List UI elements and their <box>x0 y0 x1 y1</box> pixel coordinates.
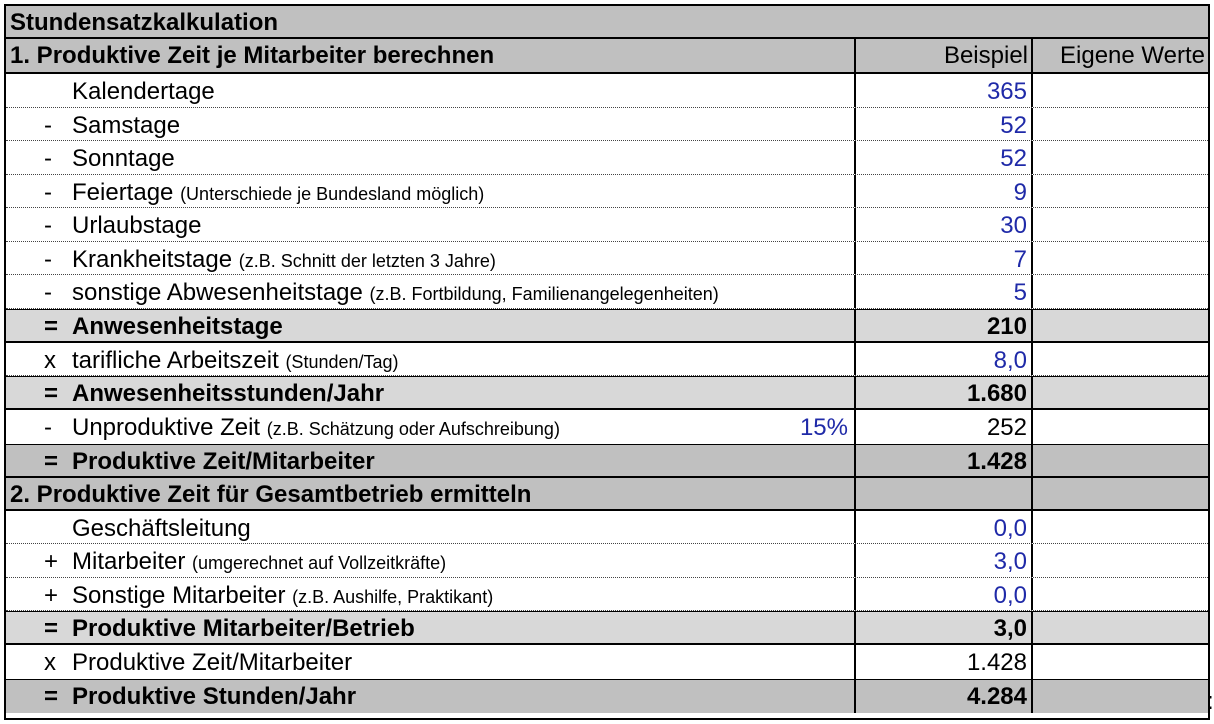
row-note: (umgerechnet auf Vollzeitkräfte) <box>192 553 447 573</box>
section1-header <box>6 39 1208 74</box>
row-label: Feiertage <box>72 178 174 206</box>
data-row-produktive-zeit-mitarbeiter: x Produktive Zeit/Mitarbeiter 1.428 <box>6 645 1208 679</box>
data-row <box>6 511 1208 545</box>
row-label: Produktive Zeit/Mitarbeiter <box>72 649 353 676</box>
row-label: tarifliche Arbeitszeit <box>72 346 279 374</box>
example-input-value[interactable]: 7 <box>1013 245 1027 273</box>
own-value-cell[interactable] <box>1033 208 1208 241</box>
row-note: (Unterschiede je Bundesland möglich) <box>180 183 485 204</box>
row-note: (Stunden/Tag) <box>285 351 399 372</box>
row-label: Urlaubstage <box>72 212 202 239</box>
total-row-anwesenheitstage: = Anwesenheitstage 210 <box>6 309 1208 343</box>
example-input-value[interactable]: 3,0 <box>993 548 1027 575</box>
column-header-example: Beispiel <box>943 42 1028 69</box>
row-label: Sonstige Mitarbeiter <box>72 581 286 609</box>
data-row-unproduktive-zeit: - Unproduktive Zeit (z.B. Schätzung oder Aufschreibung) 15% 252 <box>6 410 1208 444</box>
sheet-title: Stundensatzkalkulation <box>10 9 279 36</box>
example-input-value[interactable]: 5 <box>1013 279 1027 306</box>
data-row: - Samstage 52 <box>6 108 1208 142</box>
row-note: (z.B. Schätzung oder Aufschreibung) <box>266 419 560 439</box>
example-input-value[interactable]: 0,0 <box>993 581 1027 609</box>
own-value-cell[interactable] <box>1033 141 1208 174</box>
computed-value: 1.428 <box>966 649 1027 676</box>
example-input-value[interactable]: 0,0 <box>993 514 1027 542</box>
computed-value: 252 <box>986 414 1027 441</box>
row-label: Mitarbeiter <box>72 548 186 575</box>
total-label: Anwesenheitsstunden/Jahr <box>72 380 385 407</box>
stray-character: : <box>1207 688 1214 715</box>
data-row-arbeitszeit: x tarifliche Arbeitszeit (Stunden/Tag) 8,0 <box>6 343 1208 377</box>
own-value-cell[interactable] <box>1033 612 1208 643</box>
example-input-value[interactable]: 30 <box>1000 212 1027 239</box>
data-row: - sonstige Abwesenheitstage (z.B. Fortbildung, Familienangelegenheiten) 5 <box>6 275 1208 309</box>
total-label: Produktive Zeit/Mitarbeiter <box>72 447 375 475</box>
row-label: Geschäftsleitung <box>72 514 251 542</box>
example-input-value[interactable]: 365 <box>986 78 1027 105</box>
data-row <box>6 74 1208 108</box>
own-value-cell[interactable] <box>1033 645 1208 679</box>
row-label: Kalendertage <box>72 78 215 105</box>
row-label: Unproduktive Zeit <box>72 414 261 441</box>
own-value-cell[interactable] <box>1033 410 1208 444</box>
sheet-title-row <box>6 6 1208 39</box>
section2-title: 2. Produktive Zeit für Gesamtbetrieb ermitteln <box>10 480 532 508</box>
section2-header <box>6 478 1208 511</box>
data-row: - Feiertage (Unterschiede je Bundesland möglich) 9 <box>6 175 1208 209</box>
total-row-produktive-zeit: = Produktive Zeit/Mitarbeiter 1.428 <box>6 444 1208 478</box>
total-row-anwesenheitsstunden: = Anwesenheitsstunden/Jahr 1.680 <box>6 376 1208 410</box>
row-label: Sonntage <box>72 145 175 172</box>
row-note: (z.B. Fortbildung, Familienangelegenheiten) <box>369 284 719 304</box>
own-value-cell[interactable] <box>1033 108 1208 141</box>
row-label: sonstige Abwesenheitstage <box>72 279 363 306</box>
own-value-cell[interactable] <box>1033 275 1208 308</box>
row-note: (z.B. Aushilfe, Praktikant) <box>292 586 494 607</box>
example-input-value[interactable]: 52 <box>1000 145 1027 172</box>
own-value-cell[interactable] <box>1033 74 1208 107</box>
own-value-cell[interactable] <box>1033 310 1208 341</box>
data-row: - Sonntage 52 <box>6 141 1208 175</box>
total-value: 4.284 <box>966 682 1027 710</box>
section1-title: 1. Produktive Zeit je Mitarbeiter berechnen <box>10 42 495 69</box>
example-input-value[interactable]: 52 <box>1000 111 1027 139</box>
own-value-cell[interactable] <box>1033 445 1208 476</box>
total-row-produktive-stunden: = Produktive Stunden/Jahr 4.284 <box>6 679 1208 713</box>
example-input-value[interactable]: 8,0 <box>993 346 1027 374</box>
data-row: + Mitarbeiter (umgerechnet auf Vollzeitkräfte) 3,0 <box>6 544 1208 578</box>
row-label: Samstage <box>72 111 181 139</box>
own-value-cell[interactable] <box>1033 377 1208 408</box>
own-value-cell[interactable] <box>1033 343 1208 376</box>
column-header-own-values: Eigene Werte <box>1060 42 1205 69</box>
own-value-cell[interactable] <box>1033 242 1208 275</box>
total-row-produktive-mitarbeiter: = Produktive Mitarbeiter/Betrieb 3,0 <box>6 611 1208 645</box>
total-label: Produktive Stunden/Jahr <box>72 682 357 710</box>
total-value: 3,0 <box>993 615 1027 642</box>
own-value-cell[interactable] <box>1033 544 1208 577</box>
data-row: + Sonstige Mitarbeiter (z.B. Aushilfe, Praktikant) 0,0 <box>6 578 1208 612</box>
own-value-cell[interactable] <box>1033 680 1208 713</box>
own-value-cell[interactable] <box>1033 578 1208 611</box>
percent-input-value[interactable]: 15% <box>799 414 848 441</box>
example-input-value[interactable]: 9 <box>1013 178 1027 206</box>
row-note: (z.B. Schnitt der letzten 3 Jahre) <box>238 250 496 271</box>
total-label: Anwesenheitstage <box>72 312 283 340</box>
data-row: - Urlaubstage 30 <box>6 208 1208 242</box>
total-label: Produktive Mitarbeiter/Betrieb <box>72 615 415 642</box>
total-value: 210 <box>986 312 1027 340</box>
own-value-cell[interactable] <box>1033 175 1208 208</box>
total-value: 1.428 <box>966 447 1027 475</box>
calculation-sheet <box>4 4 1210 720</box>
total-value: 1.680 <box>966 380 1027 407</box>
own-value-cell[interactable] <box>1033 511 1208 544</box>
data-row: - Krankheitstage (z.B. Schnitt der letzten 3 Jahre) 7 <box>6 242 1208 276</box>
row-label: Krankheitstage <box>72 245 233 273</box>
